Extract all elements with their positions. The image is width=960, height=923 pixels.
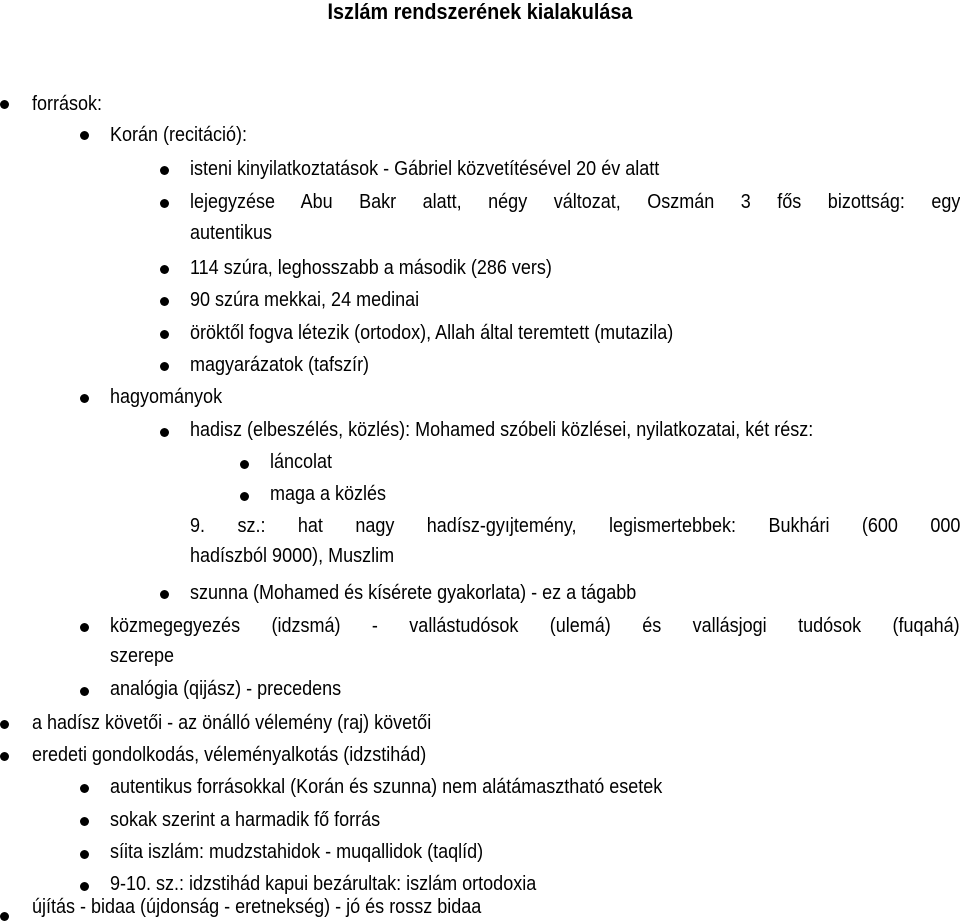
bullet-icon [160, 265, 169, 274]
list-item-kozmegegyezes: közmegegyezés (idzsmá) - vallástudósok (ulemá) és vallásjogi tudósok (fuqahá) [110, 615, 960, 637]
list-item-hadisz-kovetoi: a hadísz követői - az önálló vélemény (raj) követői [32, 712, 432, 734]
bullet-icon [80, 882, 89, 891]
list-item-9-10-sz: 9-10. sz.: idzstihád kapui bezárultak: iszlám ortodoxia [110, 873, 537, 895]
list-item-szunna: szunna (Mohamed és kísérete gyakorlata) - ez a tágabb [190, 582, 637, 604]
bullet-icon [160, 330, 169, 339]
bullet-icon [160, 362, 169, 371]
bullet-icon [160, 428, 169, 437]
list-item-lejegyzese: lejegyzése Abu Bakr alatt, négy változat, Oszmán 3 fős bizottság: egy [190, 191, 960, 213]
bullet-icon [240, 460, 249, 469]
bullet-icon [80, 131, 89, 140]
page-title: Iszlám rendszerének kialakulása [327, 0, 633, 24]
bullet-icon [80, 394, 89, 403]
list-item-analogia: analógia (qijász) - precedens [110, 678, 342, 700]
bullet-icon [160, 297, 169, 306]
bullet-icon [0, 752, 9, 761]
list-item-oroktol: öröktől fogva létezik (ortodox), Allah által teremtett (mutazila) [190, 322, 674, 344]
list-item-maga-a-kozles: maga a közlés [270, 483, 387, 505]
bullet-icon [80, 623, 89, 632]
bullet-icon [0, 912, 9, 921]
bullet-icon [160, 590, 169, 599]
list-item-koran: Korán (recitáció): [110, 124, 248, 146]
list-item-autentikus-forrasokkal: autentikus forrásokkal (Korán és szunna) nem alátámasztható esetek [110, 776, 663, 798]
bullet-icon [80, 817, 89, 826]
list-item-114-szura: 114 szúra, leghosszabb a második (286 vers) [190, 257, 552, 279]
list-item-siita: síita iszlám: mudzstahidok - muqallidok (taqlíd) [110, 841, 484, 863]
bullet-icon [160, 199, 169, 208]
bullet-icon [80, 784, 89, 793]
list-item-eredeti: eredeti gondolkodás, véleményalkotás (idzstihád) [32, 744, 427, 766]
list-item-9-sz-cont: hadíszból 9000), Muszlim [190, 545, 395, 567]
list-item-magyarazatok: magyarázatok (tafszír) [190, 354, 370, 376]
list-item-forrasok: források: [32, 93, 103, 115]
list-item-isteni: isteni kinyilatkoztatások - Gábriel közvetítésével 20 év alatt [190, 158, 660, 180]
list-item-90-szura: 90 szúra mekkai, 24 medinai [190, 289, 420, 311]
bullet-icon [160, 166, 169, 175]
list-item-sokak: sokak szerint a harmadik fő forrás [110, 809, 381, 831]
bullet-icon [0, 100, 9, 109]
list-item-hagyomanyok: hagyományok [110, 386, 223, 408]
list-item-9-sz: 9. sz.: hat nagy hadísz-gyıjtemény, legismertebbek: Bukhári (600 000 [190, 515, 960, 537]
bullet-icon [80, 850, 89, 859]
list-item-lancolat: láncolat [270, 451, 333, 473]
list-item-kozmegegyezes-cont: szerepe [110, 645, 175, 667]
bullet-icon [80, 687, 89, 696]
bullet-icon [240, 492, 249, 501]
list-item-lejegyzese-cont: autentikus [190, 222, 273, 244]
list-item-hadisz: hadisz (elbeszélés, közlés): Mohamed szóbeli közlései, nyilatkozatai, két rész: [190, 419, 814, 441]
list-item-ujitas: újítás - bidaa (újdonság - eretnekség) - jó és rossz bidaa [32, 896, 482, 918]
bullet-icon [0, 720, 9, 729]
